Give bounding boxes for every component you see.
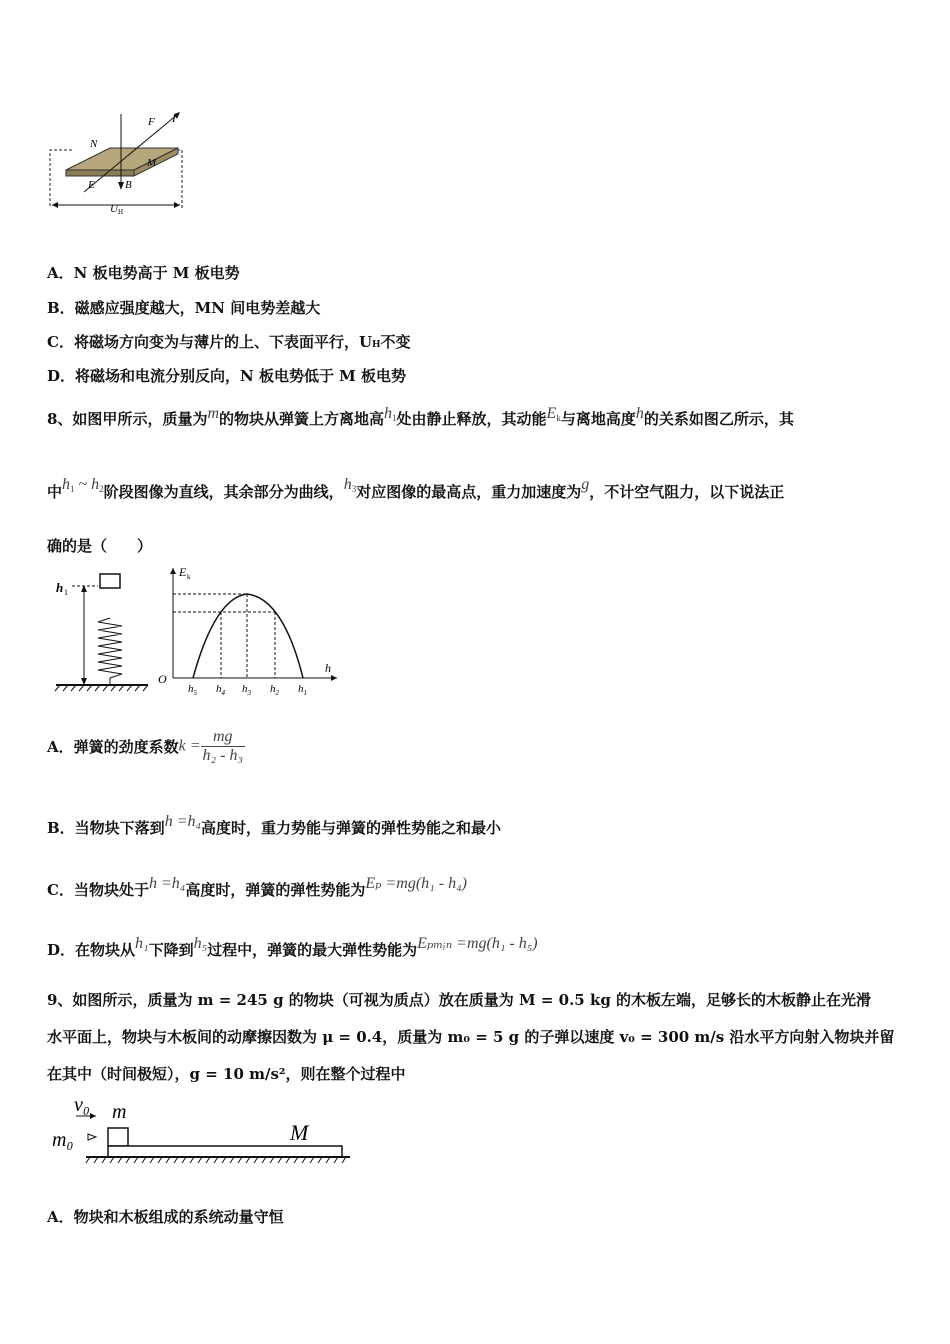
fraction-numerator: mg xyxy=(201,728,245,747)
q8-option-c-math: h =h₄ xyxy=(148,875,186,892)
math-h3: h xyxy=(343,476,352,493)
q8-option-d[interactable] xyxy=(47,933,538,960)
q8-option-a-lhs: k = xyxy=(178,737,201,755)
graph-label-Ek: E xyxy=(179,565,187,579)
q8-option-b-post: 高度时，重力势能与弹簧的弹性势能之和最小 xyxy=(201,819,502,837)
math-m: m xyxy=(207,405,220,422)
q8-stem-line1 xyxy=(47,405,794,429)
graph-label-O: O xyxy=(158,672,167,686)
tick-h3: $h_3$ xyxy=(242,683,251,697)
q8-text: 的关系如图乙所示，其 xyxy=(643,410,794,428)
q8-text: 的物块从弹簧上方离地高 xyxy=(219,410,385,428)
q8-option-d-mid: 下降到 xyxy=(148,941,194,959)
math-g: g xyxy=(581,476,590,493)
tick-h1: $h_1$ xyxy=(298,683,307,697)
math-h1-sub: 1 xyxy=(392,413,397,423)
q7-option-b[interactable]: B．磁感应强度越大，MN 间电势差越大 xyxy=(47,299,321,317)
q8-option-a[interactable] xyxy=(47,728,245,765)
q7-option-c[interactable] xyxy=(47,331,411,352)
q7-option-c-sub: H xyxy=(372,340,381,350)
label-I: I xyxy=(172,113,176,125)
label-U-sub: H xyxy=(118,208,124,216)
label-F: F xyxy=(148,116,155,128)
block-board-figure xyxy=(50,1094,355,1172)
q8-option-a-fraction xyxy=(201,728,245,765)
q7-option-c-text: C．将磁场方向变为与薄片的上、下表面平行，U xyxy=(47,333,373,351)
math-range-mid: ~ h xyxy=(74,476,100,493)
q8-option-b-math: h =h₄ xyxy=(164,813,202,830)
q8-option-c-mid: 高度时，弹簧的弹性势能为 xyxy=(185,881,366,899)
math-range: h xyxy=(62,476,71,493)
label-M-board: M xyxy=(290,1120,309,1145)
q8-text: 处由静止释放，其动能 xyxy=(396,410,547,428)
label-N: N xyxy=(90,138,98,150)
label-m0: m₀ xyxy=(52,1129,74,1151)
q8-option-d-h1: h₁ xyxy=(135,935,149,952)
math-range-sub1: 1 xyxy=(70,484,75,494)
q8-stem-line3: 确的是（ ） xyxy=(47,537,153,555)
hall-effect-figure xyxy=(44,108,194,218)
label-v0: v₀ xyxy=(74,1094,90,1116)
q8-text: 对应图像的最高点，重力加速度为 xyxy=(356,483,582,501)
spring-label-h: h xyxy=(56,580,64,595)
ek-h-graph xyxy=(155,560,340,700)
label-m: m xyxy=(112,1101,127,1123)
q8-stem-line2 xyxy=(47,476,784,502)
q8-option-b[interactable] xyxy=(47,813,501,838)
math-h3-sub: 3 xyxy=(351,484,357,494)
tick-h5: $h_5$ xyxy=(188,683,197,697)
q8-option-b-text: B．当物块下落到 xyxy=(47,819,165,837)
tick-h4: $h_4$ xyxy=(216,683,225,697)
label-B: B xyxy=(125,179,132,191)
q9-option-a[interactable]: A．物块和木板组成的系统动量守恒 xyxy=(47,1208,284,1226)
math-Ek-sub: k xyxy=(556,413,561,423)
math-Ek: E xyxy=(546,405,557,422)
q9-stem-line1: 9、如图所示，质量为 m = 245 g 的物块（可视为质点）放在质量为 M = 0.5 kg 的木板左端，足够长的木板静止在光滑 xyxy=(47,991,872,1009)
q9-stem-line2: 水平面上，物块与木板间的动摩擦因数为 μ = 0.4，质量为 m₀ = 5 g 的子弹以速度 v₀ = 300 m/s 沿水平方向射入物块并留 xyxy=(47,1028,895,1046)
label-M: M xyxy=(147,157,157,169)
q8-text: ，不计空气阻力，以下说法正 xyxy=(589,483,785,501)
q8-option-d-h5: h₅ xyxy=(193,935,208,952)
label-E: E xyxy=(88,179,95,191)
q7-option-c-post: 不变 xyxy=(380,333,411,351)
tick-h2: $h_2$ xyxy=(270,683,279,697)
math-h1: h xyxy=(384,405,393,422)
q8-text: 中 xyxy=(47,483,63,501)
graph-label-Ek-sub: k xyxy=(187,573,191,581)
q8-option-c-expr: Eₚ =mg(h₁ - h₄) xyxy=(365,875,467,892)
q8-text: 与离地高度 xyxy=(560,410,636,428)
q9-stem-line3: 在其中（时间极短），g = 10 m/s²，则在整个过程中 xyxy=(47,1065,406,1083)
q7-option-d[interactable]: D．将磁场和电流分别反向，N 板电势低于 M 板电势 xyxy=(47,367,406,385)
fraction-denominator: h₂ - h₃ xyxy=(202,747,243,764)
q8-option-c[interactable] xyxy=(47,873,467,900)
math-h: h xyxy=(635,405,644,422)
q8-option-a-text: A．弹簧的劲度系数 xyxy=(47,738,179,756)
graph-label-h: h xyxy=(325,661,331,675)
q8-option-d-text: D．在物块从 xyxy=(47,941,136,959)
q7-option-a[interactable]: A．N 板电势高于 M 板电势 xyxy=(47,264,240,282)
spring-figure xyxy=(52,570,152,695)
spring-label-h-sub: 1 xyxy=(64,588,68,597)
q8-text: 8、如图甲所示，质量为 xyxy=(47,410,208,428)
q8-option-d-expr: Eₚₘᵢₙ =mg(h₁ - h₅) xyxy=(417,935,538,952)
label-U: U xyxy=(110,203,118,215)
math-range-sub2: 2 xyxy=(99,484,104,494)
q8-option-c-text: C．当物块处于 xyxy=(47,881,149,899)
q8-text: 阶段图像为直线，其余部分为曲线， xyxy=(103,483,344,501)
q8-option-d-mid2: 过程中，弹簧的最大弹性势能为 xyxy=(207,941,418,959)
